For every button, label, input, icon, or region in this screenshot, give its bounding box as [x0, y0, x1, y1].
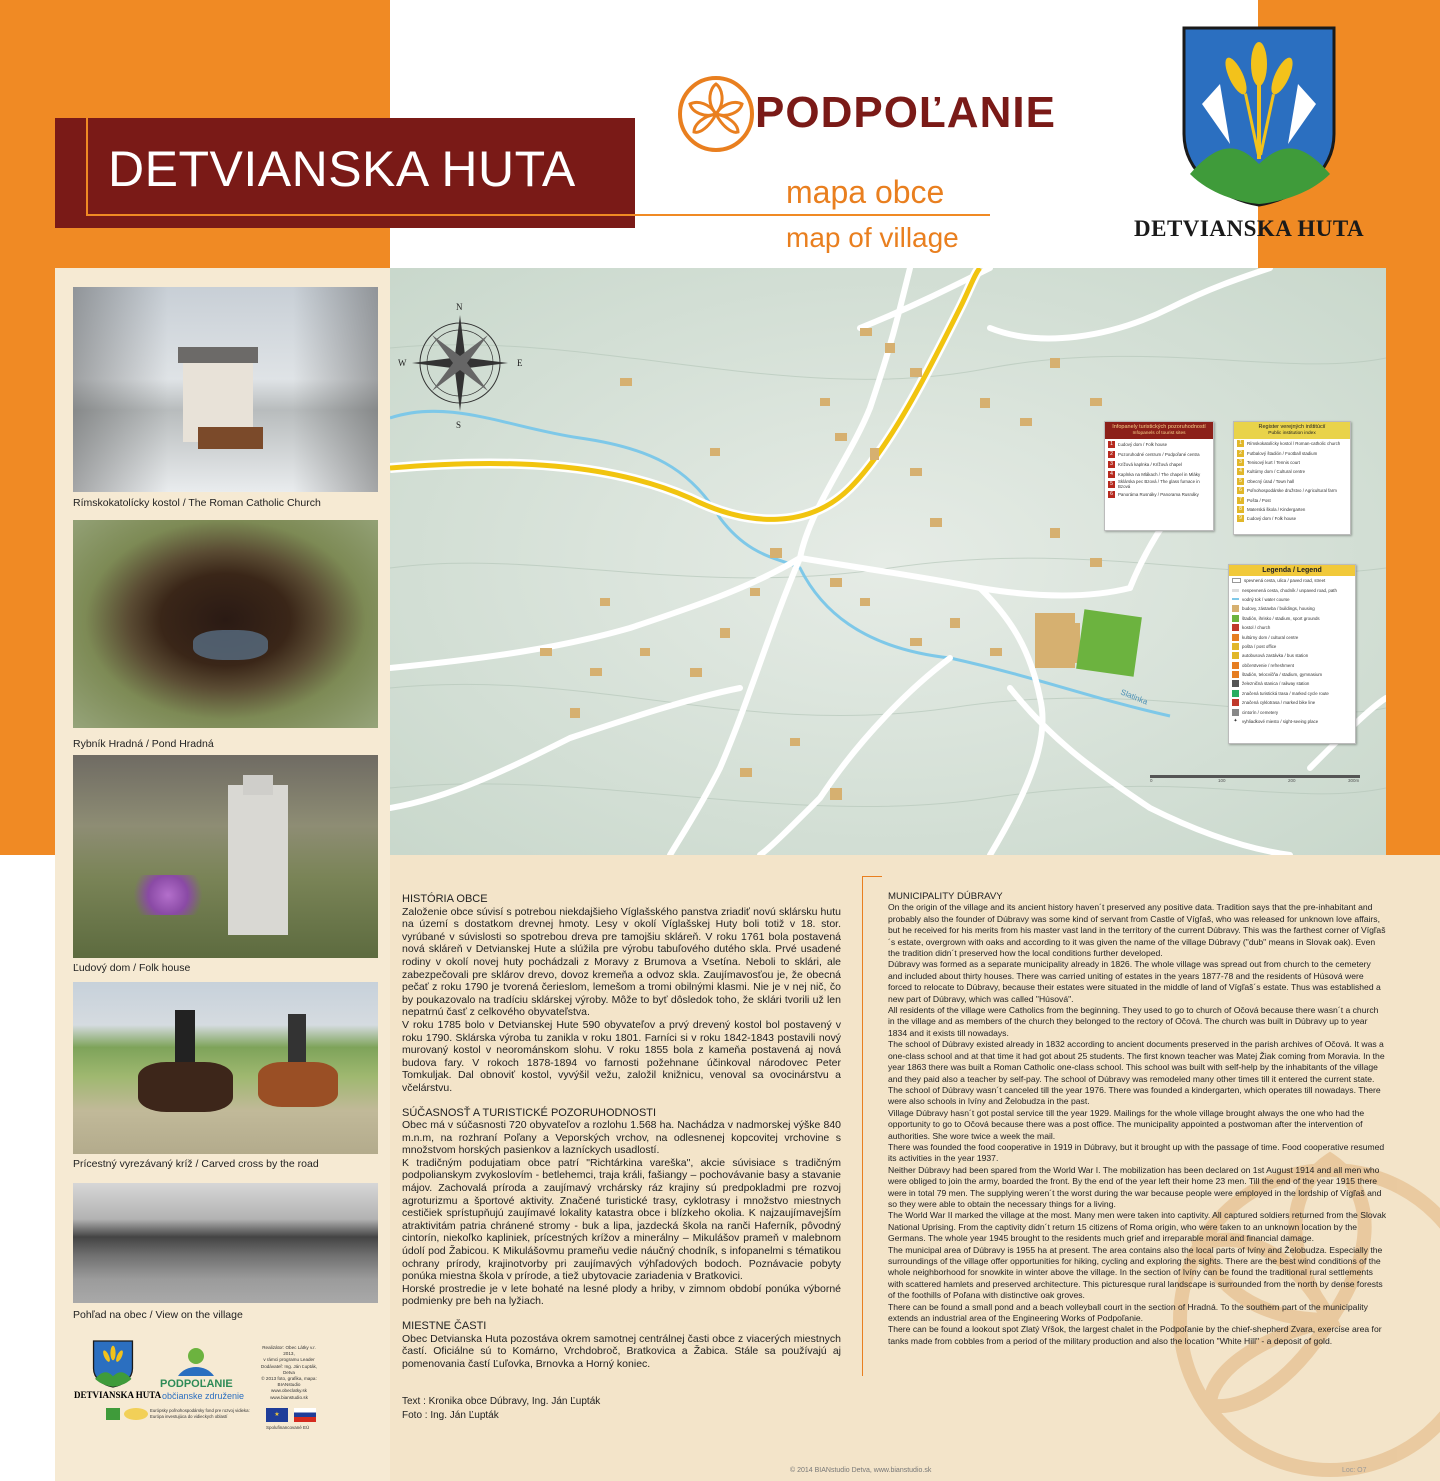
- history-text-slovak: [402, 893, 841, 1370]
- scale-bar: [1150, 775, 1360, 778]
- legend-item: občerstvenie / refreshment: [1229, 661, 1355, 670]
- legend-item: štadión, telocvičňa / stadium, gymnasium: [1229, 670, 1355, 679]
- photo-caption: Rybník Hradná / Pond Hradná: [73, 738, 214, 750]
- legend-item: cintorín / cemetery: [1229, 707, 1355, 716]
- legend-item: štadión, ihrisko / stadium, sport grounds: [1229, 614, 1355, 623]
- paragraph: Obec má v súčasnosti 720 obyvateľov a rozlohu 1.568 ha. Nachádza v nadmorskej výške 840 m.n.m, na rozhraní Poľany a Veporských vrchov, na odlesnenej kopcovitej vrchovine s množstvom horských pasienkov a lazníckych usadlostí.: [402, 1119, 841, 1157]
- public-institution-register: [1233, 421, 1351, 535]
- compass-w: W: [398, 358, 407, 368]
- infopanels-title: Infopanely turistických pozoruhodností: [1112, 424, 1206, 430]
- register-subtitle: Public institution index: [1268, 430, 1316, 436]
- list-item: 4 Kultúrny dom / Cultural centre: [1234, 467, 1350, 476]
- orange-background-right-band: [1386, 268, 1440, 855]
- infopanels-subtitle: Infopanels of tourist sites: [1132, 430, 1186, 436]
- podpolanie-flower-icon: [676, 74, 756, 154]
- paragraph: Horské prostredie je v lete bohaté na lesné plody a hriby, v zimnom období ponúka výborné podmienky pre beh na lyžiach.: [402, 1282, 841, 1308]
- photo-riders: [73, 982, 378, 1154]
- legend-item: vodný tok / water course: [1229, 595, 1355, 604]
- title-underline: [86, 214, 990, 216]
- paragraph: V roku 1785 bolo v Detvianskej Hute 590 obyvateľov a prvý drevený kostol bol postavený v roku 1790. Sklárska výroba tu zanikla v roku 1801. Farníci si v roku 1842-1843 postavili nový murovaný kostol v neorománskom slohu. V roku 1855 bola z kameňa postavená aj nová budova fary. V rokoch 1878-1894 vo farnosti požehnane účinkoval národovec Peter Tomkuljak. Dal obnoviť kostol, vyvýšil vežu, založil knižnicu, venoval sa ovocinárstvu a včelárstvu.: [402, 1018, 841, 1094]
- compass-e: E: [517, 358, 523, 368]
- cofinance-text: Spolufinancované EÚ: [266, 1425, 310, 1430]
- eu-fund-text: Európsky poľnohospodársky fond pre rozvoj vidieka: Európa investujúca do vidieckych oblastí: [150, 1408, 250, 1419]
- list-item: 3 Krížová kaplnka / Krížová chapel: [1105, 459, 1213, 469]
- section-heading: HISTÓRIA OBCE: [402, 893, 488, 905]
- scale-label: 0: [1150, 778, 1153, 783]
- paragraph: There can be found a lookout spot Zlatý Vŕšok, the largest chalet in the Podpoľanie by the chief-shepherd Zvara, exercise area for tanks made from cobbles from a period of the military production and also the location "White Hill" - a deposit of gold.: [888, 1324, 1382, 1346]
- footer-crest-label: DETVIANSKA HUTA: [74, 1390, 162, 1400]
- legend-item: spevnená cesta, ulica / paved road, street: [1229, 576, 1355, 585]
- section-heading: MIESTNE ČASTI: [402, 1320, 487, 1332]
- legend-item: kostol / church: [1229, 623, 1355, 632]
- title-accent-line: [86, 118, 88, 216]
- paragraph: The municipal area of Dúbravy is 1955 ha at present. The area contains also the local parts of Ivíny and Želobudza. Especially the surroundings of the village offer opportunities for hiking, cycling and exploring the sights. There are the best wind conditions of the whole neighborhood for snowkite in winter above the village. In the section of Ivíny can be found the traditional rural settlements with scattered hamlets and preserved architecture. This picturesque rural landscape is surrounded from the north by dense forests of the foothills of Poľana with distinctive oak groves.: [888, 1244, 1383, 1301]
- paragraph: All residents of the village were Catholics from the beginning. They used to go to church of Očová because there wasn´t a church in the village and as members of the church they belonged to the rectory of Očová. The church was built in Dúbravy up to year 1834 and it exists till nowadays.: [888, 1005, 1379, 1038]
- paragraph: Obec Detvianska Huta pozostáva okrem samotnej centrálnej časti obce z viacerých miestnych častí. Oficiálne sú to Komárno, Vrchdobroč, Bratkovica a Žabica. Stále sa používajú aj pomenovania častí Ľuľovka, Brnovka a Horný koniec.: [402, 1332, 841, 1370]
- column-divider-tick: [862, 876, 882, 877]
- legend-item: značená cyklotrasa / marked bike line: [1229, 698, 1355, 707]
- legend-item: nespevnená cesta, chodník / unpaved road, path: [1229, 585, 1355, 594]
- paragraph: Neither Dúbravy had been spared from the World War I. The mobilization has been declared on 1st August 1914 and all men who were obliged to join the army, boarded the front. By the end of the year left their home 23 men. Till the end of the year 1915 there were in total 79 men. The supplying weren´t the worst during the war because people were employed in the lordship of Vígľaš and so they were able to obtain the necessary things for a living.: [888, 1164, 1382, 1209]
- history-text-english: [888, 891, 1387, 1347]
- legend-item: ✦ vyhliadkové miesto / sight-seeing place: [1233, 718, 1319, 725]
- paragraph: Village Dúbravy hasn´t got postal service till the year 1929. Mailings for the whole village brought always the one who had the opportunity to go to Očová because there was a post office. The municipality appointed a postwoman after the intervention of authorities. She wore twice a week the mail.: [888, 1107, 1365, 1141]
- legend-title: Legenda / Legend: [1229, 565, 1355, 576]
- slovak-flag-icon: [294, 1408, 316, 1422]
- podpolanie-org-icon: [176, 1346, 216, 1378]
- list-item: 1 Ľudový dom / Folk house: [1105, 439, 1213, 449]
- realization-info: Realizátor: Obec Látky v.r. 2013, v rámci programu Leader Dodávateľ: Ing. Ján Ľupták, Detva © 2013 foto, grafika, mapa: BIANstudio www.obeclatky.sk www.bianstudio.sk: [260, 1345, 318, 1400]
- paragraph: There was founded the food cooperative in 1919 in Dúbravy, but it brought up with the passage of time. Food cooperative resumed its activities in the year 1937.: [888, 1141, 1385, 1164]
- compass-n: N: [456, 302, 463, 312]
- legend-item: značená turistická trasa / marked cycle route: [1229, 689, 1355, 698]
- village-map[interactable]: [390, 268, 1386, 855]
- list-item: 7 Pošta / Post: [1234, 495, 1350, 504]
- subtitle-english: map of village: [786, 222, 959, 253]
- column-divider: [862, 876, 863, 1376]
- leader-logo-icon: [106, 1408, 120, 1420]
- brand-name: PODPOĽANIE: [755, 88, 1056, 137]
- location-code: Loc: O7: [1342, 1467, 1367, 1474]
- legend-item: autobusová zastávka / bus station: [1229, 651, 1355, 660]
- register-title: Register verejných inštitúcií: [1258, 424, 1326, 430]
- paragraph: There can be found a small pond and a beach volleyball court in the section of Hradná. To the southern part of the municipality extends an industrial area of the Engineering Works of Podpoľanie.: [888, 1301, 1368, 1324]
- section-heading: SÚČASNOSŤ A TURISTICKÉ POZORUHODNOSTI: [402, 1106, 657, 1119]
- paragraph: K tradičným podujatiam obce patrí "Richtárkina vareška", akcie súvisiace s tradičným podpolianskym zvykoslovím - betlehemci, traja králi, fašiangy – pochovávanie basy a stavanie májov. Zachovalá príroda a zaujímavý vrchársky ráz krajiny sú predpokladmi pre rozvoj agroturizmu a športové aktivity. Značené turistické trasy, cyklotrasy i množstvo miestnych cestičiek sprístupňujú zaujímavé lokality katastra obce i blízkeho okolia. K najzaujímavejším atraktivitám patria chránené stromy - buk a lipa, jazdecká škola na ranči Haferník, pôvodný cintorín, niekoľko kapliniek, prícestných krížov a minerálny – Mikulášov prameň v malebnom údolí pod Žabicou. K Mikulášovmu prameňu vedie náučný chodník, s infopanelmi s tématikou ochrany prírody, krajinotvorby pri zaujímavých výhľadových bodoch. Poznávacie pobyty ponúka miestna škola v prírode, a tiež ubytovacie zariadenia v Bratkovici.: [402, 1156, 841, 1283]
- footer-org-name: PODPOĽANIE: [160, 1378, 233, 1390]
- crest-caption: DETVIANSKA HUTA: [1134, 216, 1365, 241]
- photo-pond: [73, 520, 378, 728]
- list-item: 5 Obecný úrad / Town hall: [1234, 477, 1350, 486]
- legend-item: pošta / post office: [1229, 642, 1355, 651]
- list-item: 2 Futbalový štadión / Football stadium: [1234, 448, 1350, 457]
- photo-village-view: [73, 1183, 378, 1303]
- footer-crest-icon: [92, 1340, 134, 1388]
- photo-caption: Prícestný vyrezávaný kríž / Carved cross by the road: [73, 1158, 319, 1170]
- footer-org-sub: občianske združenie: [162, 1391, 245, 1401]
- photo-folk-house: [73, 755, 378, 958]
- photo-church: [73, 287, 378, 492]
- river-label: Slatinka: [1119, 687, 1150, 707]
- infopanels-list: [1104, 421, 1214, 531]
- scale-label: 100: [1218, 778, 1226, 783]
- subtitle-slovak: mapa obce: [786, 174, 945, 210]
- compass-s: S: [456, 420, 462, 430]
- page-title: DETVIANSKA HUTA: [108, 141, 576, 197]
- coat-of-arms-icon: [1180, 24, 1338, 209]
- photo-caption: Pohľad na obec / View on the village: [73, 1309, 243, 1321]
- map-canvas: [390, 268, 1386, 855]
- paragraph: Založenie obce súvisí s potrebou niekdajšieho Víglašského panstva zriadiť novú sklársku hutu na území s dostatkom drevnej hmoty. Lesy v okolí Víglašskej Huty boli totiž v 18. stor. vyrúbané v súvislosti so spotrebou dreva pre tamojšiu skláreň. V roku 1761 bola postavená nová skláreň v Detvianskej Hute a slúžila pre výrobu tabuľového dutého skla. Prvé usadené rodiny v okolí novej huty pochádzali z Moravy z Brumova a Vsetína. Neboli to sklári, ale zabezpečovali pre sklárov drevo, dovoz kremeňa a odvoz skla. Zaujímavosťou je, že obecná pečať z roku 1790 je tvorená čerieslom, lemešom a tromi obilnými klasmi. Nie je v nej nič, čo by poukazovalo na tradíciu sklárskej výroby. Môže to byť dôsledok toho, že sklári tvorili už len nepatrnú časť z celkového obyvateľstva.: [402, 905, 841, 1019]
- list-item: 4 Kaplnka na Mlákach / The chapel in Mláky: [1105, 469, 1213, 479]
- list-item: 1 Rímskokatolícky kostol / Roman-catholic church: [1234, 439, 1350, 448]
- list-item: 9 Ľudový dom / Folk house: [1234, 514, 1350, 523]
- paragraph: Dúbravy was formed as a separate municipality already in 1826. The whole village was spread out from church to the cemetery and included about thirty houses. There was carried uniting of estates in the years 1877-78 and the residents of Húsová were forced to relocate to Dúbravy, because their estates were situated in the middle of land of Vígľaš´s estate. Thus was established a new part of Dúbravy, which was called "Húsová".: [888, 959, 1381, 1004]
- legend-item: kultúrny dom / cultural centre: [1229, 632, 1355, 641]
- list-item: 6 Panoráma Rusnáky / Panorama Rusnáky: [1105, 489, 1213, 499]
- list-item: 8 Materská škola / Kindergarten: [1234, 505, 1350, 514]
- list-item: 5 Sklárska pec Bzová / The glass furnace in Bzová: [1105, 479, 1213, 489]
- section-heading: MUNICIPALITY DÚBRAVY: [888, 891, 1003, 902]
- list-item: 6 Poľnohospodárske družstvo / Agricultural farm: [1234, 486, 1350, 495]
- map-legend: [1228, 564, 1356, 744]
- legend-item: železničná stanica / railway station: [1229, 679, 1355, 688]
- copyright: © 2014 BIANstudio Detva, www.bianstudio.sk: [790, 1467, 932, 1474]
- text-credit: Text : Kronika obce Dúbravy, Ing. Ján Ľupták: [402, 1396, 601, 1407]
- photo-caption: Ľudový dom / Folk house: [73, 962, 191, 974]
- legend-item: budovy, zástavba / buildings, housing: [1229, 604, 1355, 613]
- photo-caption: Rímskokatolícky kostol / The Roman Catholic Church: [73, 497, 321, 509]
- paragraph: The World War II marked the village at the most. Many men were taken into captivity. All captured soldiers returned from the Slovak National Uprising. From the captivity didn´t return 15 citizens of Roma origin, who were taken to an unknown location by the Germans. The whole year 1945 brought to the residents much grief and irreparable moral and financial damage.: [888, 1210, 1387, 1244]
- paragraph: On the origin of the village and its ancient history haven´t preserved any positive data. Tradition says that the pre-inhabitant and probably also the founder of Dúbravy was some kind of servant from Castle of Vígľaš, who was released for unknown love affairs, but he received for his merits from his master vast land in the territory of the current Dúbravy. This was the farthest corner of Vígľaš´s estate, overgrown with oaks and according to it was given the name of the village Dúbravy ("dub" means in Slovak oak). Even the tradition didn´t preserved how the local conditions further developed.: [888, 902, 1386, 959]
- eu-flag-icon: ★: [266, 1408, 288, 1422]
- photo-credit: Foto : Ing. Ján Ľupták: [402, 1410, 499, 1421]
- scale-label: 200: [1288, 778, 1296, 783]
- list-item: 3 Tenisový kurt / Tennis court: [1234, 458, 1350, 467]
- list-item: 2 Pozoruhodné centrum / Podpoľané centra: [1105, 449, 1213, 459]
- scale-label: 300m: [1348, 778, 1360, 783]
- rural-logo-icon: [124, 1408, 148, 1420]
- paragraph: The school of Dúbravy existed already in 1832 according to ancient documents preserved in the parish archives of Očová. It was a one-class school and at that time it had got about 25 students. The first known teacher was Matej Žiak coming from Moravia. In the year 1863 there was built a Roman Catholic one-class school. This school was built with self-help by the inhabitants of the village and they paid also a teacher by self-pay. The school of Dúbravy was remodeled many other times till it entered the current state. The school of Dúbravy wasn´t canceled till the year 1976. There was founded a kindergarten, which operates till nowadays. There were also schools in Ivíny and Želobudza in the past.: [888, 1039, 1385, 1107]
